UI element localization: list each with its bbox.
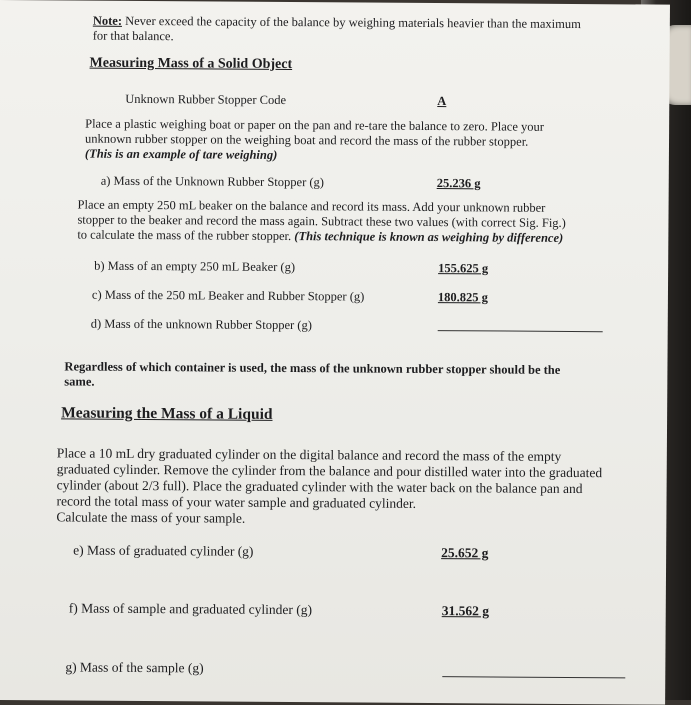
solid-heading: Measuring Mass of a Solid Object: [89, 55, 293, 73]
note-text-2: for that balance.: [92, 28, 174, 44]
liquid-para-line4: record the total mass of your water sample and graduated cylinder.: [56, 493, 417, 511]
stopper-code-label: Unknown Rubber Stopper Code: [125, 91, 287, 107]
item-d-blank: [438, 330, 603, 332]
regardless-line1: Regardless of which container is used, the mass of the unknown rubber stopper should be the: [64, 359, 561, 377]
item-b-value: 155.625 g: [438, 261, 489, 276]
item-g-label: g) Mass of the sample (g): [65, 659, 204, 676]
solid-para2-line1: Place an empty 250 mL beaker on the balance and record its mass. Add your unknown rubber: [77, 197, 546, 215]
note-text: Never exceed the capacity of the balance by weighing materials heavier than the maximum: [121, 13, 581, 32]
item-f-value: 31.562 g: [441, 603, 490, 619]
solid-para1-line3: (This is an example of tare weighing): [84, 146, 278, 162]
item-a-value: 25.236 g: [436, 176, 481, 191]
solid-para2-line3: [77, 228, 563, 246]
stopper-code-value: A: [437, 94, 447, 109]
liquid-para-line1: Place a 10 mL dry graduated cylinder on the digital balance and record the mass of the empty: [56, 445, 562, 464]
item-b-label: b) Mass of an empty 250 mL Beaker (g): [94, 258, 296, 275]
item-c-value: 180.825 g: [437, 290, 488, 305]
item-c-label: c) Mass of the 250 mL Beaker and Rubber Stopper (g): [91, 287, 365, 304]
note-label: Note:: [92, 13, 123, 28]
item-g-blank: [442, 676, 625, 678]
regardless-line2: same.: [64, 374, 95, 389]
item-e-value: 25.652 g: [441, 545, 489, 561]
item-d-label: d) Mass of the unknown Rubber Stopper (g): [90, 316, 312, 333]
item-e-label: e) Mass of graduated cylinder (g): [73, 542, 254, 559]
solid-para2-line2: stopper to the beaker and record the mass again. Subtract these two values (with correct Sig. Fig.): [77, 212, 566, 230]
item-f-label: f) Mass of sample and graduated cylinder (g): [68, 600, 313, 618]
solid-para2-line3a: to calculate the mass of the rubber stopper.: [77, 227, 295, 244]
liquid-para-line3: cylinder (about 2/3 full). Place the graduated cylinder with the water back on the balance pan and: [56, 477, 583, 497]
liquid-para-line2: graduated cylinder. Remove the cylinder from the balance and pour distilled water into the graduated: [56, 461, 603, 481]
solid-para1-line2: unknown rubber stopper on the weighing boat and record the mass of the rubber stopper.: [84, 131, 529, 149]
solid-para2-line3b: (This technique is known as weighing by difference): [294, 229, 564, 245]
item-a-label: a) Mass of the Unknown Rubber Stopper (g): [100, 173, 325, 190]
solid-para1-line1: Place a plastic weighing boat or paper on the pan and re-tare the balance to zero. Place your: [85, 116, 545, 134]
liquid-heading: Measuring the Mass of a Liquid: [61, 404, 273, 423]
liquid-para-line5: Calculate the mass of your sample.: [56, 509, 246, 526]
